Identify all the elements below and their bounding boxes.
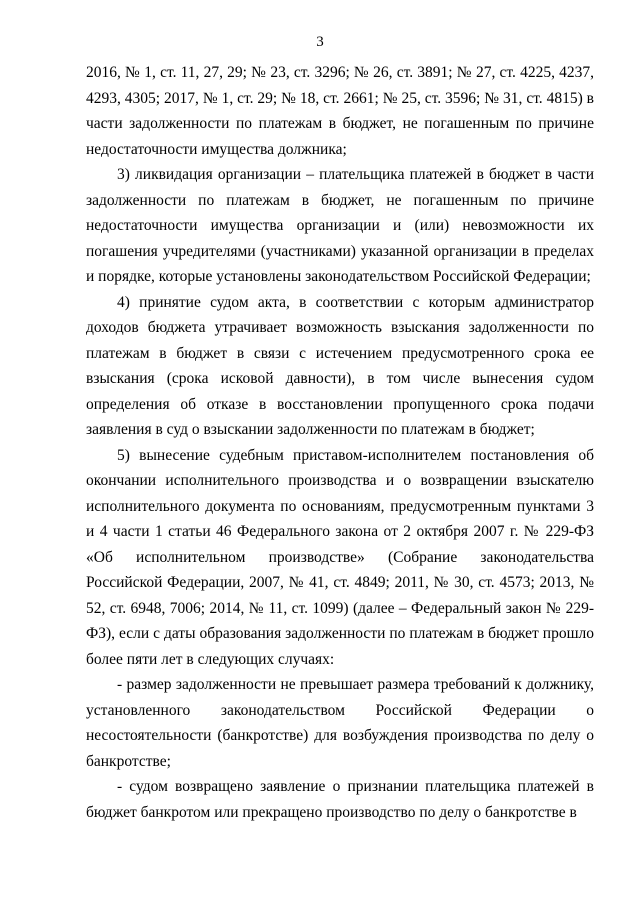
paragraph-bullet-2: - судом возвращено заявление о признании плательщика платежей в бюджет банкротом или прекращено производство по делу о банкротстве в [86,778,594,821]
paragraph-item-5: 5) вынесение судебным приставом-исполнителем постановления об окончании исполнительного производства и о возвращении взыскателю исполнительного документа по основаниям, предусмотренным пунктами 3 и 4 части 1 статьи 46 Федерального закона от 2 октября 2007 г. № 229-ФЗ «Об исполнительном производстве» (Собрание законодательства Российской Федерации, 2007, № 41, ст. 4849; 2011, № 30, ст. 4573; 2013, № 52, ст. 6948, 7006; 2014, № 11, ст. 1099) (далее – Федеральный закон № 229-ФЗ), если с даты образования задолженности по платежам в бюджет прошло более пяти лет в следующих случаях: [86,446,594,668]
paragraph-item-3: 3) ликвидация организации – плательщика платежей в бюджет в части задолженности по платежам в бюджет, не погашенным по причине недостаточности имущества организации и (или) невозможности их погашения учредителями (участниками) указанной организации в пределах и порядке, которые установлены законодательством Российской Федерации; [86,166,594,285]
paragraph-continuation: 2016, № 1, ст. 11, 27, 29; № 23, ст. 3296; № 26, ст. 3891; № 27, ст. 4225, 4237, 4293, 4305; 2017, № 1, ст. 29; № 18, ст. 2661; № 25, ст. 3596; № 31, ст. 4815) в части задолженности по платежам в бюджет, не погашенным по причине недостаточности имущества должника; [86,64,594,158]
paragraph-bullet-1: - размер задолженности не превышает размера требований к должнику, установленного законодательством Российской Федерации о несостоятельности (банкротстве) для возбуждения производства по делу о банкротстве; [86,676,594,770]
document-body [86,60,594,825]
paragraph-item-4: 4) принятие судом акта, в соответствии с которым администратор доходов бюджета утрачивает возможность взыскания задолженности по платежам в бюджет в связи с истечением предусмотренного срока ее взыскания (срока исковой давности), в том числе вынесения судом определения об отказе в восстановлении пропущенного срока подачи заявления в суд о взыскании задолженности по платежам в бюджет; [86,293,594,438]
page-number: 3 [316,34,324,50]
